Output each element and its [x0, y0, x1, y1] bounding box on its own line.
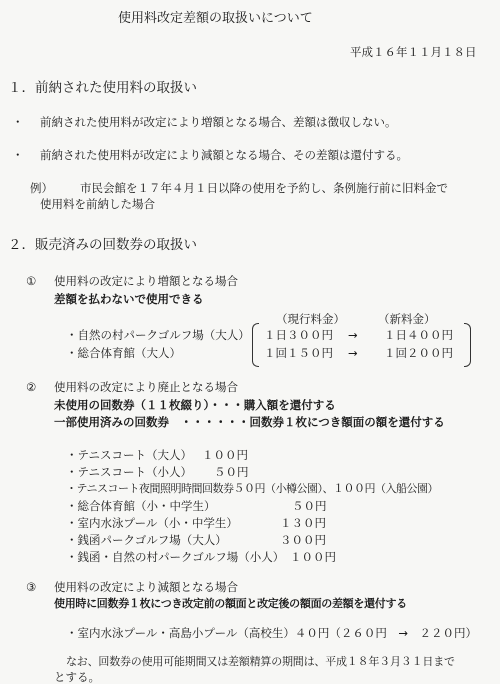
- case-3-number: ③: [26, 580, 37, 594]
- document-title: 使用料改定差額の取扱いについて: [118, 11, 313, 26]
- case-1-line-2: 差額を払わないで使用できる: [54, 292, 204, 306]
- case-1-line-1: 使用料の改定により増額となる場合: [54, 274, 238, 288]
- case-3-line-2: 使用時に回数券１枚につき改定前の額面と改定後の額面の差額を還付する: [54, 597, 407, 610]
- fee-row-current: １日３００円: [264, 328, 333, 342]
- refund-item-name: ・室内水泳プール（小・中学生）: [66, 516, 238, 530]
- example-label: 例）: [30, 181, 53, 195]
- refund-item-amount: １００円: [290, 550, 336, 564]
- fee-row-current: １回１５０円: [264, 346, 333, 360]
- refund-item-amount: １３０円: [280, 516, 326, 530]
- refund-item-name: ・テニスコート（大人）: [66, 448, 193, 462]
- refund-item-name: ・テニスコート（小人）: [66, 465, 193, 479]
- case-2-line-1: 使用料の改定により廃止となる場合: [54, 380, 238, 394]
- note-line-1: なお、回数券の使用可能期間又は差額精算の期間は、平成１８年３月３１日まで: [66, 655, 455, 668]
- document-date: 平成１６年１１月１８日: [350, 45, 477, 59]
- right-bracket: [464, 323, 471, 367]
- note-line-2: とする。: [54, 670, 100, 684]
- case-3-item: ・室内水泳プール・高島小プール（高校生）４０円（２６０円 → ２２０円）: [66, 626, 477, 640]
- section-1-bullet-2: 前納された使用料が改定により減額となる場合、その差額は還付する。: [40, 148, 408, 162]
- refund-item-name: ・テニスコート夜間照明時間回数券５０円（小樽公園）、１００円（入船公園）: [66, 482, 439, 495]
- bullet-dot: ・: [12, 148, 24, 162]
- refund-item-amount: １００円: [202, 448, 248, 462]
- refund-item-name: ・総合体育館（小・中学生）: [66, 499, 216, 513]
- section-1-bullet-1: 前納された使用料が改定により増額となる場合、差額は徴収しない。: [40, 115, 397, 129]
- refund-item-amount: ３００円: [280, 533, 326, 547]
- case-2-line-3: 一部使用済みの回数券 ・・・・・・回数券１枚につき額面の額を還付する: [54, 415, 445, 429]
- column-new-fee: （新料金）: [378, 312, 436, 326]
- fee-row-name: ・自然の村パークゴルフ場（大人）: [66, 328, 250, 342]
- section-2-heading: ２．販売済みの回数券の取扱い: [8, 237, 197, 253]
- refund-item-amount: ５０円: [214, 465, 249, 479]
- fee-row-name: ・総合体育館（大人）: [66, 346, 181, 360]
- example-line-2: 使用料を前納した場合: [40, 197, 155, 211]
- fee-row-arrow: →: [348, 328, 358, 342]
- fee-row-new: １日４００円: [384, 328, 453, 342]
- case-1-number: ①: [26, 274, 37, 288]
- bullet-dot: ・: [12, 115, 24, 129]
- fee-row-arrow: →: [348, 346, 358, 360]
- left-bracket: [252, 323, 259, 367]
- refund-item-name: ・銭函・自然の村パークゴルフ場（小人）: [66, 550, 285, 564]
- section-1-heading: １．前納された使用料の取扱い: [8, 80, 197, 96]
- fee-row-new: １回２００円: [384, 346, 453, 360]
- case-2-line-2: 未使用の回数券（１１枚綴り）・・・購入額を還付する: [54, 398, 336, 412]
- case-3-line-1: 使用料の改定により減額となる場合: [54, 580, 238, 594]
- case-2-number: ②: [26, 380, 37, 394]
- refund-item-name: ・銭函パークゴルフ場（大人）: [66, 533, 227, 547]
- example-line-1: 市民会館を１７年４月１日以降の使用を予約し、条例施行前に旧料金で: [80, 181, 448, 195]
- column-current-fee: （現行料金）: [276, 312, 345, 326]
- refund-item-amount: ５０円: [292, 499, 327, 513]
